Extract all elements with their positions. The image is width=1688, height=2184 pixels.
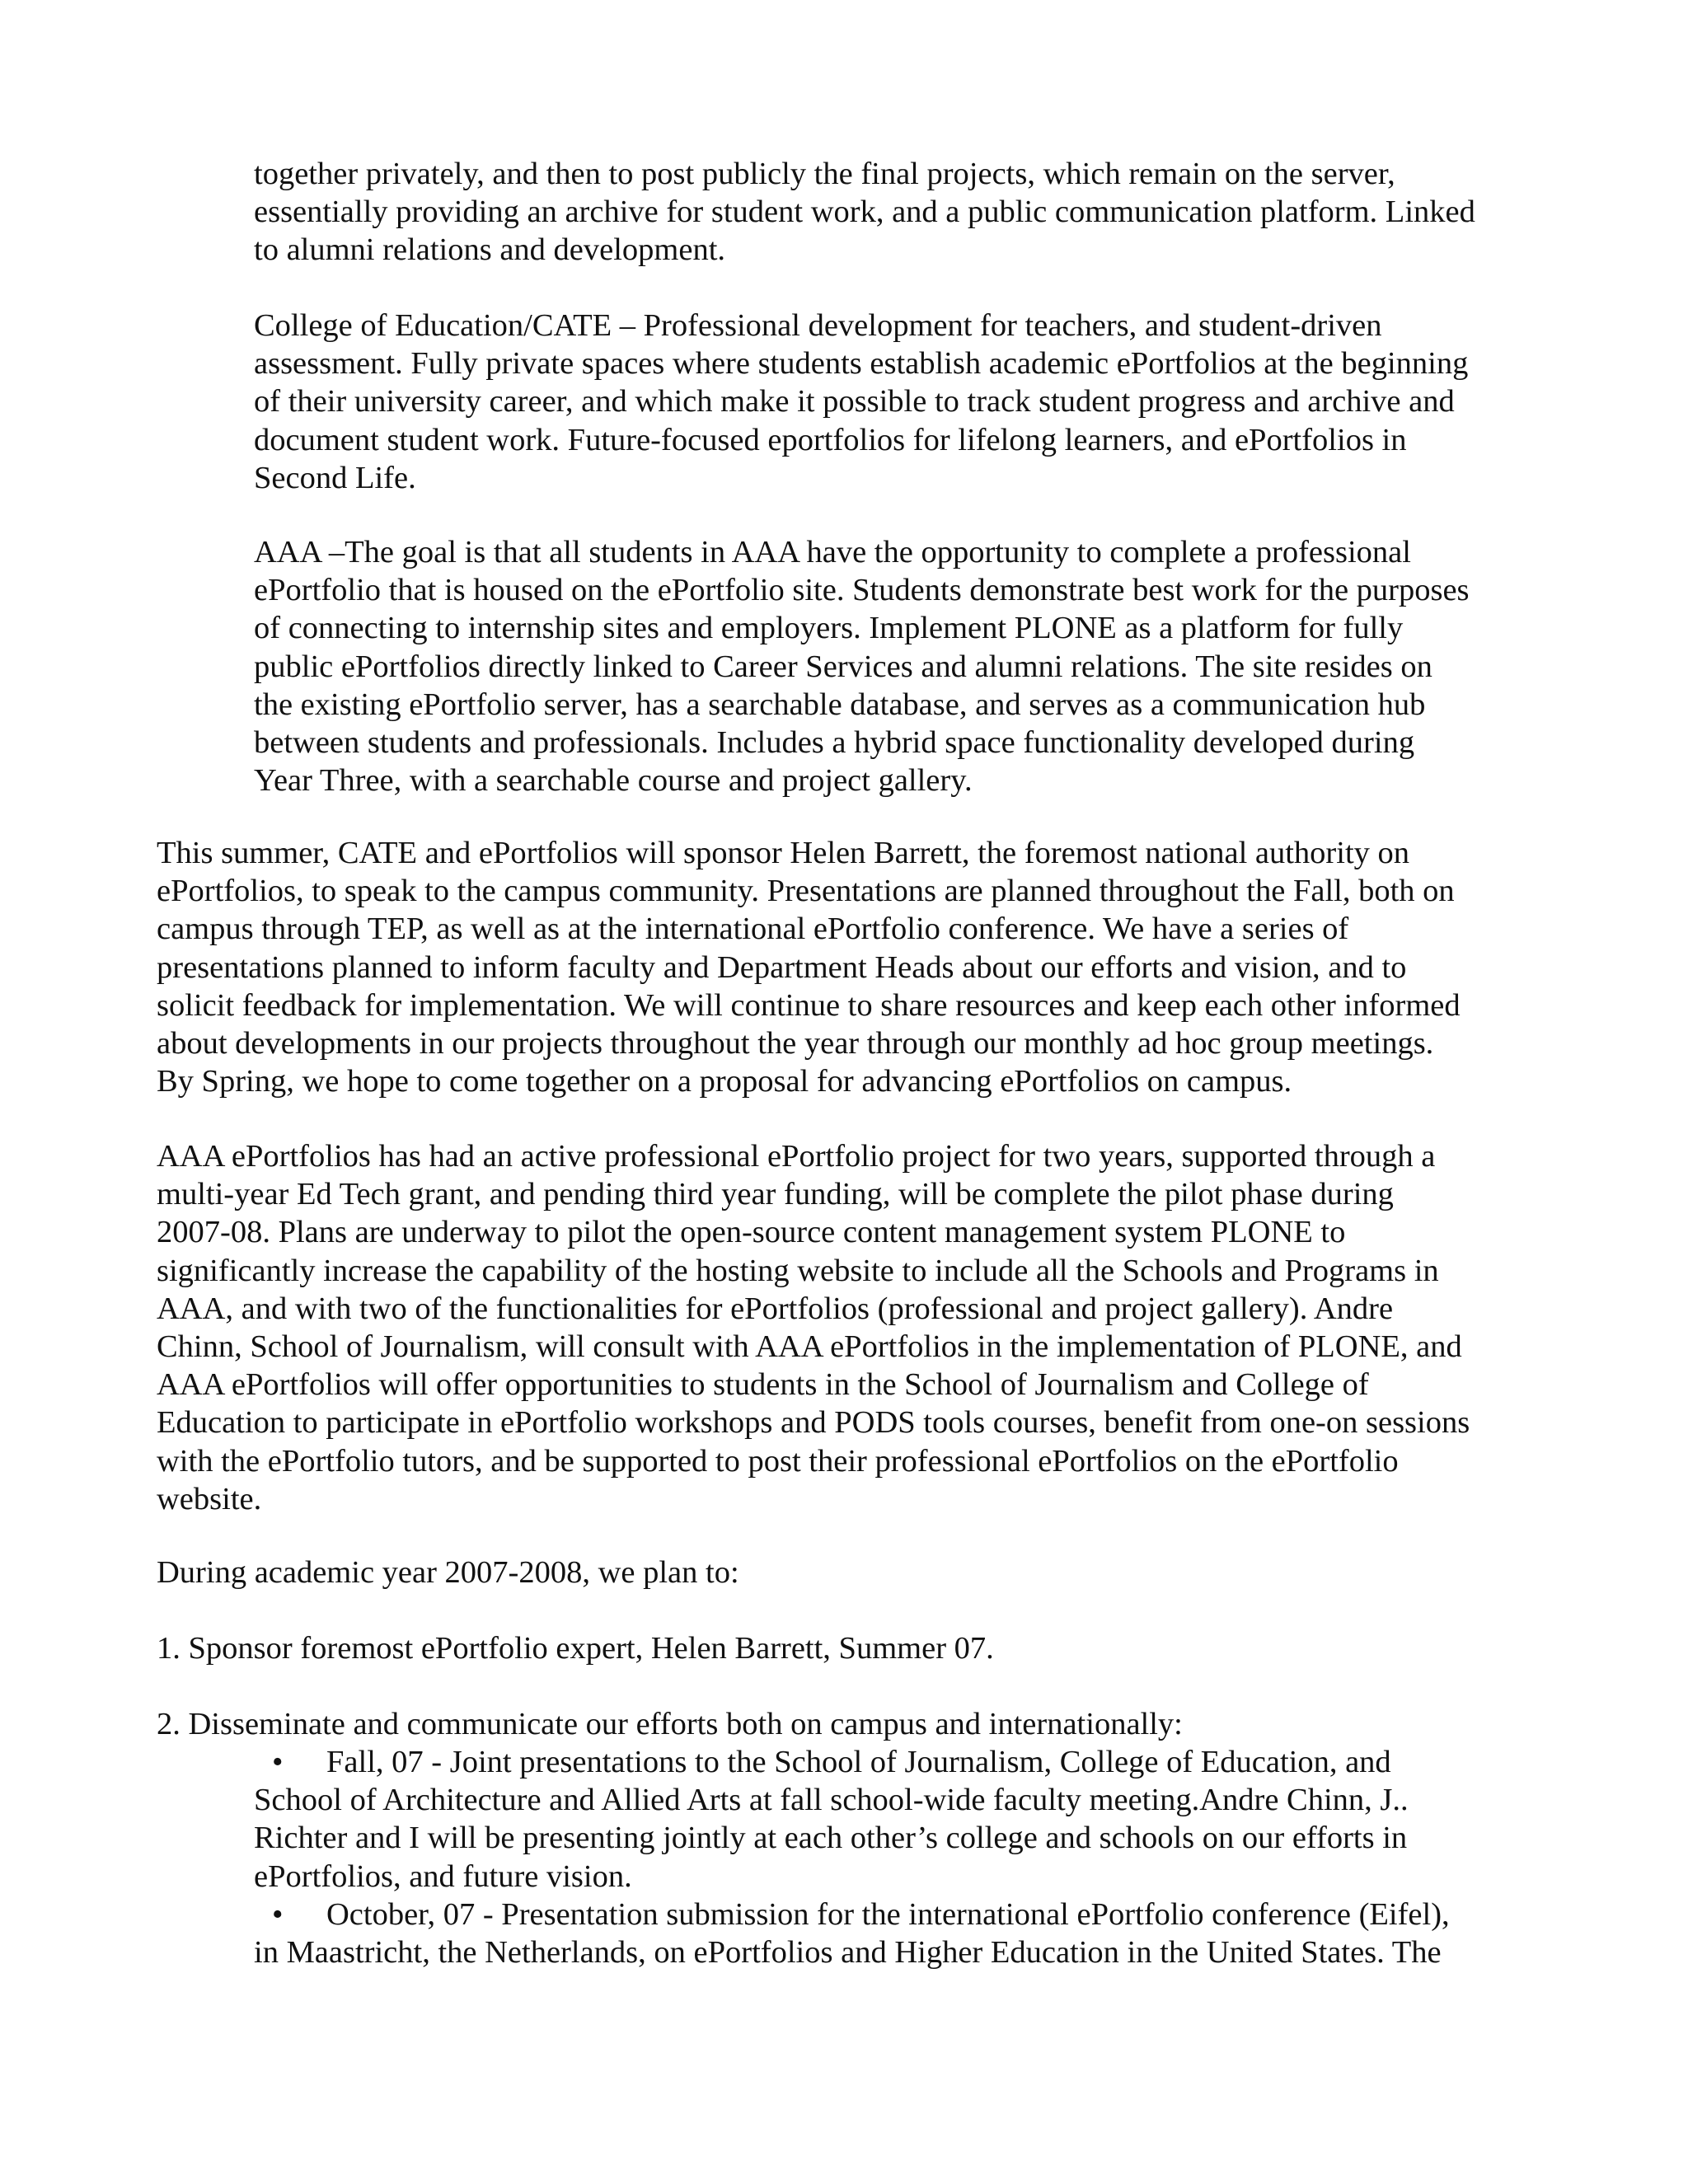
bullet-continuation: in Maastricht, the Netherlands, on ePortfolios and Higher Education in the United States. The (254, 1935, 1442, 1971)
bullet-icon: • (272, 1897, 284, 1932)
paragraph-aaa-eportfolios: AAA ePortfolios has had an active professional ePortfolio project for two years, supported through a multi-year Ed Tech grant, and pending third year funding, will be complete the pilot phase during 2007-08. Plans are underway to pilot the open-source content management system PLONE to significantly increase the capability of the hosting website to include all the Schools and Programs in AAA, and with two of the functionalities for ePortfolios (professional and project gallery). Andre Chinn, School of Journalism, will consult with AAA ePortfolios in the implementation of PLONE, and AAA ePortfolios will offer opportunities to students in the School of Journalism and College of Education to participate in ePortfolio workshops and PODS tools courses, benefit from one-on sessions with the ePortfolio tutors, and be supported to post their professional ePortfolios on the ePortfolio website. (157, 1139, 1470, 1516)
list-item-1: 1. Sponsor foremost ePortfolio expert, Helen Barrett, Summer 07. (157, 1631, 994, 1666)
paragraph-project-gallery: together privately, and then to post publicly the final projects, which remain on the server, essentially providing an archive for student work, and a public communication platform. Linked to alumni relations and development. (254, 157, 1475, 268)
bullet-continuation: School of Architecture and Allied Arts at fall school-wide faculty meeting.Andre Chinn, J.. Richter and I will be presenting jointly at each other’s college and schools on our efforts in ePortfolios, and future vision. (254, 1783, 1409, 1894)
bullet-first-line: October, 07 - Presentation submission for the international ePortfolio conference (Eifel), (326, 1897, 1450, 1932)
bullet-icon: • (272, 1745, 284, 1779)
bullet-item-fall-07 (254, 1743, 1573, 1896)
list-item-2: 2. Disseminate and communicate our efforts both on campus and internationally: (157, 1707, 1183, 1741)
bullet-first-line: Fall, 07 - Joint presentations to the School of Journalism, College of Education, and (326, 1745, 1391, 1779)
bullet-item-october-07 (254, 1896, 1573, 1971)
paragraph-aaa-goal: AAA –The goal is that all students in AAA have the opportunity to complete a professional ePortfolio that is housed on the ePortfolio site. Students demonstrate best work for the purposes of connecting to internship sites and employers. Implement PLONE as a platform for fully public ePortfolios directly linked to Career Services and alumni relations. The site resides on the existing ePortfolio server, has a searchable database, and serves as a communication hub between students and professionals. Includes a hybrid space functionality developed during Year Three, with a searchable course and project gallery. (254, 535, 1470, 799)
paragraph-college-of-education: College of Education/CATE – Professional development for teachers, and student-driven assessment. Fully private spaces where students establish academic ePortfolios at the beginning of their university career, and which make it possible to track student progress and archive and document student work. Future-focused eportfolios for lifelong learners, and ePortfolios in Second Life. (254, 308, 1469, 495)
paragraph-academic-year-plan: During academic year 2007-2008, we plan to: (157, 1555, 739, 1590)
paragraph-helen-barrett-summer: This summer, CATE and ePortfolios will sponsor Helen Barrett, the foremost national authority on ePortfolios, to speak to the campus community. Presentations are planned throughout the Fall, both on campus through TEP, as well as at the international ePortfolio conference. We have a series of presentations planned to inform faculty and Department Heads about our efforts and vision, and to solicit feedback for implementation. We will continue to share resources and keep each other informed about developments in our projects throughout the year through our monthly ad hoc group meetings. By Spring, we hope to come together on a proposal for advancing ePortfolios on campus. (157, 836, 1461, 1099)
